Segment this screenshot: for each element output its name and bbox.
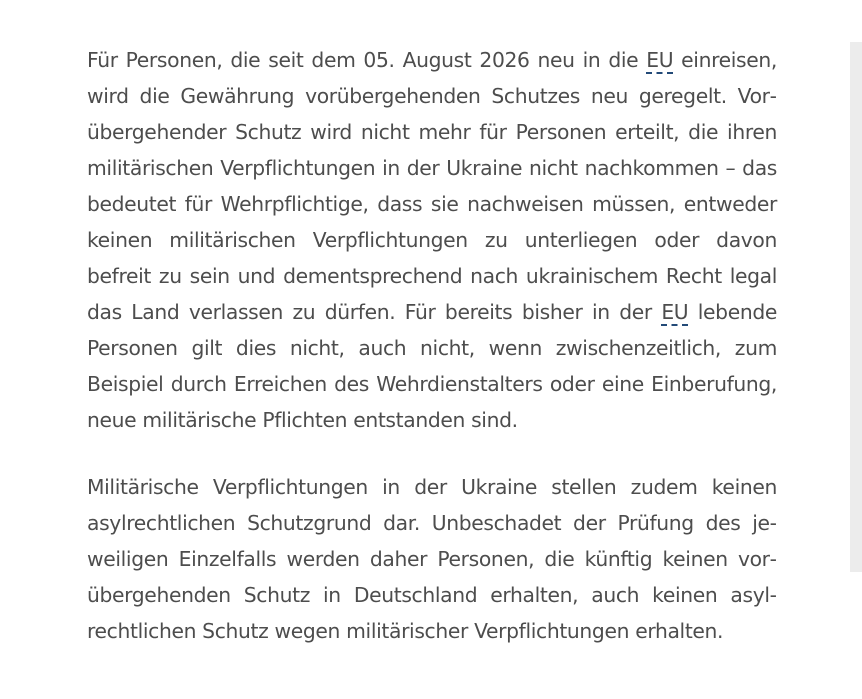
paragraph-1-text-part-2: einreisen, wird die Gewährung vorübergehenden Schutzes neu geregelt. Vorübergehender Schutz wird nicht mehr für Personen erteilt, die ihren militärischen Verpflichtungen in der Ukraine nicht nachkommen – das bedeutet für Wehrpflichtige, dass sie nachweisen müssen, entweder keinen militärischen Verpflichtungen zu unterliegen oder davon befreit zu sein und dementsprechend nach ukrainischem Recht legal das Land verlassen zu dürfen. Für bereits bisher in der	[87, 48, 777, 324]
paragraph-1-text-part-1: Für Personen, die seit dem 05. August 2026 neu in die	[87, 48, 647, 72]
paragraph-1-text-part-3: lebende Personen gilt dies nicht, auch nicht, wenn zwischenzeitlich, zum Beispiel durch Erreichen des Wehrdienstalters oder eine Einberufung, neue militärische Pflichten entstanden sind.	[87, 300, 777, 432]
paragraph-1	[87, 42, 777, 438]
abbreviation-eu[interactable]: EU	[661, 300, 689, 324]
article-content	[87, 42, 777, 649]
abbreviation-eu[interactable]: EU	[646, 48, 674, 72]
scrollbar[interactable]	[850, 42, 862, 572]
paragraph-2: Militärische Verpflichtungen in der Ukraine stellen zudem keinen asylrechtlichen Schutzgrund dar. Unbeschadet der Prüfung des jeweiligen Einzelfalls werden daher Personen, die künftig keinen vorübergehenden Schutz in Deutschland erhalten, auch keinen asylrechtlichen Schutz wegen militärischer Verpflichtungen erhalten.	[87, 475, 777, 643]
